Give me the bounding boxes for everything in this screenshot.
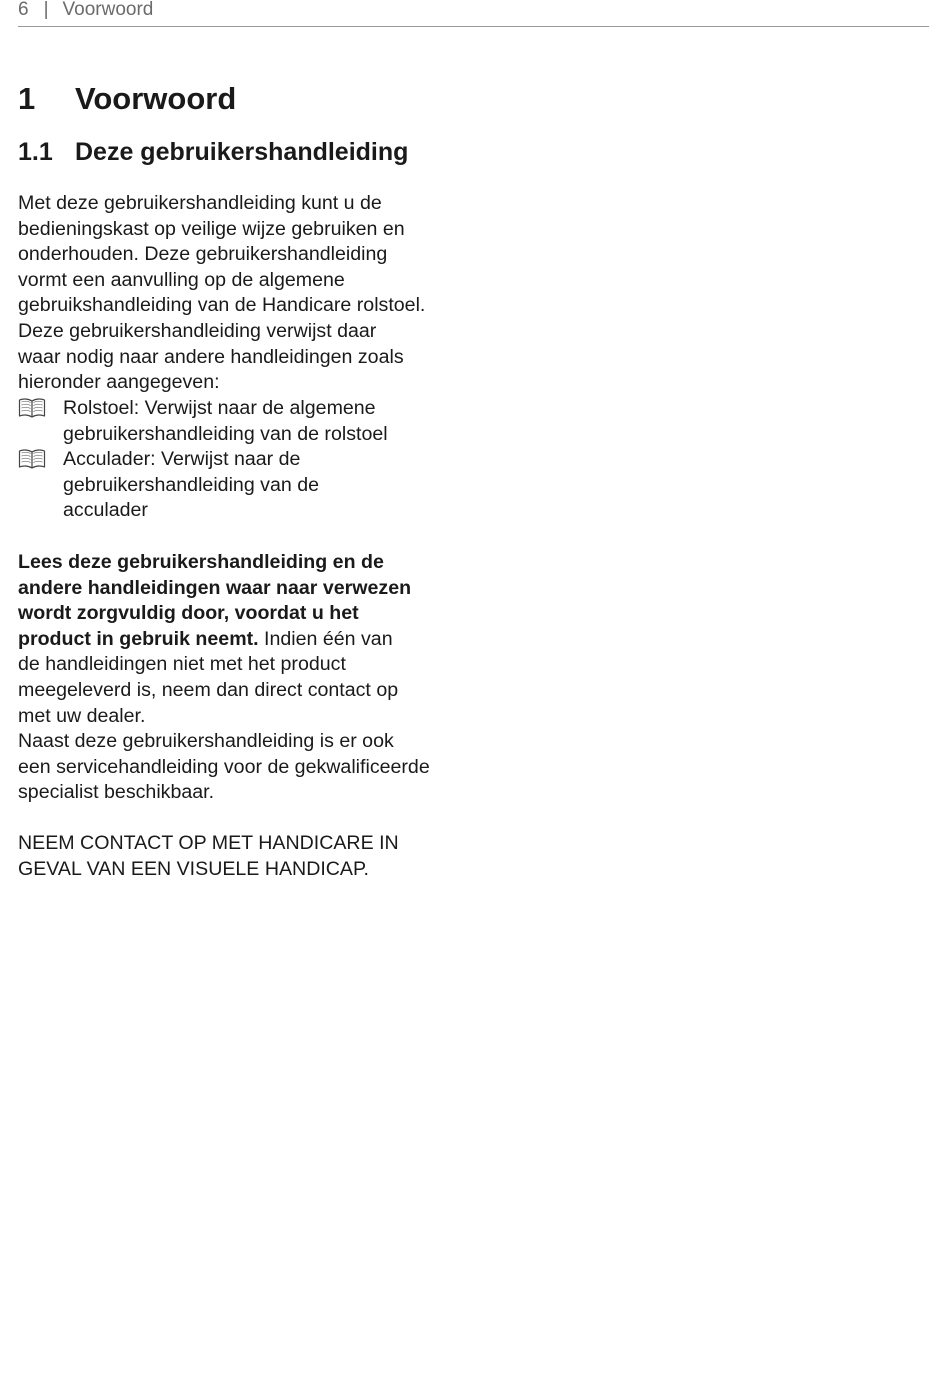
text-line: gebruikshandleiding van de Handicare rolstoel. xyxy=(18,294,426,317)
text-line: Naast deze gebruikershandleiding is er ook xyxy=(18,730,394,753)
text-line: waar nodig naar andere handleidingen zoals xyxy=(18,345,404,368)
section-title-text: Deze gebruikershandleiding xyxy=(75,138,409,166)
notice-paragraph xyxy=(18,550,458,806)
reference-item-acculader xyxy=(18,447,458,524)
text-line: bedieningskast op veilige wijze gebruiken en xyxy=(18,217,405,240)
chapter-number: 1 xyxy=(18,81,36,116)
chapter-title xyxy=(18,80,236,118)
page-number: 6 xyxy=(18,0,29,20)
contact-notice xyxy=(18,831,458,882)
text-line: NEEM CONTACT OP MET HANDICARE IN xyxy=(18,832,399,854)
text-line: GEVAL VAN EEN VISUELE HANDICAP. xyxy=(18,857,369,880)
text-line: specialist beschikbaar. xyxy=(18,781,215,804)
chapter-title-text: Voorwoord xyxy=(75,81,237,116)
section-number: 1.1 xyxy=(18,138,53,166)
reference-text-line: gebruikershandleiding van de rolstoel xyxy=(63,422,388,445)
text-line: met uw dealer. xyxy=(18,704,146,727)
book-icon xyxy=(18,397,46,419)
text-line: Met deze gebruikershandleiding kunt u de xyxy=(18,192,382,214)
notice-mixed-line xyxy=(18,627,458,653)
text-line: onderhouden. Deze gebruikershandleiding xyxy=(18,243,388,266)
text-line: meegeleverd is, neem dan direct contact op xyxy=(18,678,399,701)
notice-bold-line: andere handleidingen waar naar verwezen xyxy=(18,576,412,599)
reference-text-line: acculader xyxy=(63,499,148,522)
reference-item-rolstoel xyxy=(18,396,458,447)
book-icon xyxy=(18,448,46,470)
text-line: hieronder aangegeven: xyxy=(18,371,220,394)
running-header xyxy=(18,0,153,22)
running-header-section: Voorwoord xyxy=(62,0,154,20)
reference-text-line: Rolstoel: Verwijst naar de algemene xyxy=(63,397,376,419)
reference-text-line: gebruikershandleiding van de xyxy=(63,473,319,496)
text-line: Deze gebruikershandleiding verwijst daar xyxy=(18,319,377,342)
section-title xyxy=(18,136,408,168)
notice-tail-text: Indien één van xyxy=(258,627,393,650)
reference-text-line: Acculader: Verwijst naar de xyxy=(63,448,301,471)
header-separator: | xyxy=(43,0,49,20)
text-line: de handleidingen niet met het product xyxy=(18,653,346,676)
reference-list xyxy=(18,396,458,524)
notice-bold-line: wordt zorgvuldig door, voordat u het xyxy=(18,602,359,625)
notice-bold-line: Lees deze gebruikershandleiding en de xyxy=(18,551,384,573)
header-rule xyxy=(18,26,929,27)
text-line: een servicehandleiding voor de gekwalificeerde xyxy=(18,755,430,778)
text-line: vormt een aanvulling op de algemene xyxy=(18,268,345,291)
intro-paragraph xyxy=(18,191,458,396)
notice-bold-line: product in gebruik neemt. xyxy=(18,627,259,650)
